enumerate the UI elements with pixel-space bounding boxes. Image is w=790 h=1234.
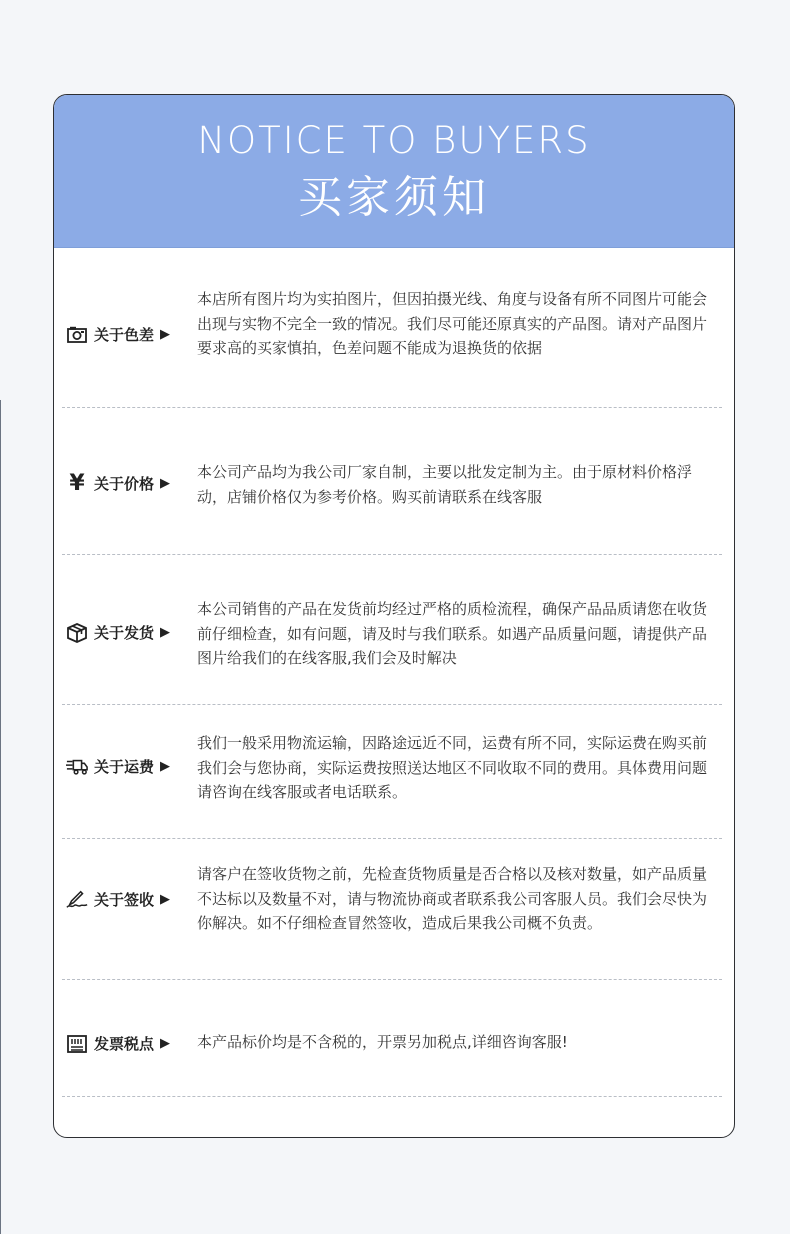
section-label-text: 关于签收 <box>94 891 155 909</box>
section-text: 本公司产品均为我公司厂家自制，主要以批发定制为主。由于原材料价格浮动，店铺价格仅为参考价格。购买前请联系在线客服 <box>197 463 693 506</box>
triangle-right-icon: ▶ <box>160 892 171 907</box>
section-text: 我们一般采用物流运输，因路途远近不同，运费有所不同，实际运费在购买前我们会与您协商，实际运费按照送达地区不同收取不同的费用。具体费用问题请咨询在线客服或者电话联系。 <box>197 734 708 801</box>
divider <box>62 554 722 555</box>
triangle-right-icon: ▶ <box>160 625 171 640</box>
notice-title-zh: 买家须知 <box>298 172 490 223</box>
triangle-right-icon: ▶ <box>160 327 171 342</box>
signature-pen-icon <box>66 890 88 910</box>
divider <box>62 704 722 705</box>
section-label-text: 关于发货 <box>94 624 155 642</box>
delivery-truck-icon <box>66 757 88 777</box>
notice-header <box>54 95 734 248</box>
section-label-color <box>66 324 170 345</box>
notice-title-en: NOTICE TO BUYERS <box>197 119 591 162</box>
yen-icon: ¥ <box>69 471 85 496</box>
left-edge-rule <box>0 400 1 1234</box>
section-label-text: 发票税点 <box>94 1035 155 1053</box>
section-label-shipping <box>66 622 170 643</box>
camera-icon <box>66 325 88 345</box>
divider <box>62 838 722 839</box>
divider <box>62 979 722 980</box>
divider <box>62 407 722 408</box>
section-label-text: 关于色差 <box>94 326 155 344</box>
section-label-price <box>66 473 170 494</box>
section-text: 本公司销售的产品在发货前均经过严格的质检流程，确保产品品质请您在收货前仔细检查，如有问题，请及时与我们联系。如遇产品质量问题，请提供产品图片给我们的在线客服,我们会及时解决 <box>197 600 708 667</box>
section-label-freight <box>66 756 170 777</box>
triangle-right-icon: ▶ <box>160 759 171 774</box>
package-icon <box>66 623 88 643</box>
invoice-icon <box>66 1034 88 1054</box>
section-label-invoice <box>66 1033 170 1054</box>
section-label-text: 关于运费 <box>94 758 155 776</box>
divider <box>62 1096 722 1097</box>
section-text: 本产品标价均是不含税的，开票另加税点,详细咨询客服! <box>197 1033 568 1051</box>
section-text: 请客户在签收货物之前，先检查货物质量是否合格以及核对数量，如产品质量不达标以及数量不对，请与物流协商或者联系我公司客服人员。我们会尽快为你解决。如不仔细检查冒然签收，造成后果我公司概不负责。 <box>197 865 708 932</box>
section-label-receipt <box>66 889 170 910</box>
section-label-text: 关于价格 <box>94 475 155 493</box>
notice-card <box>53 94 735 1138</box>
triangle-right-icon: ▶ <box>160 1036 171 1051</box>
section-text: 本店所有图片均为实拍图片，但因拍摄光线、角度与设备有所不同图片可能会出现与实物不完全一致的情况。我们尽可能还原真实的产品图。请对产品图片要求高的买家慎拍，色差问题不能成为退换货的依据 <box>197 290 708 357</box>
triangle-right-icon: ▶ <box>160 476 171 491</box>
